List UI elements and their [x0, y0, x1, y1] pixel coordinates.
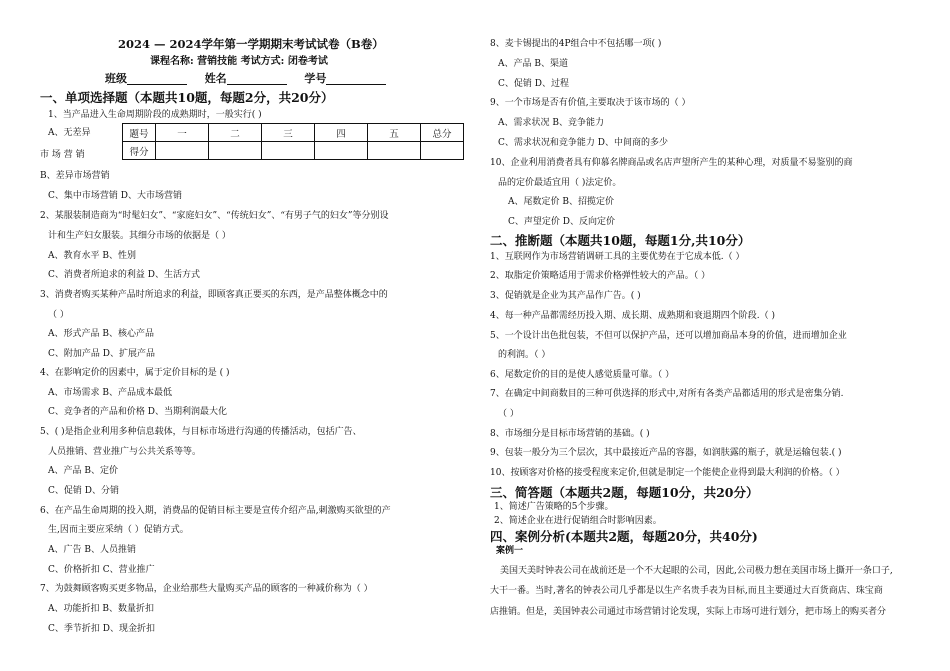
q3-options-cd: C、附加产品 D、扩展产品	[48, 349, 155, 359]
judge-item: 2、取脂定价策略适用于需求价格弹性较大的产品。（ ）	[490, 271, 711, 281]
score-cell: 三	[262, 124, 315, 142]
judge-item: 3、促销就是企业为其产品作广告。( )	[490, 291, 641, 301]
q3-options-ab: A、形式产品 B、核心产品	[48, 329, 154, 339]
q5-line: 5、( )是指企业利用多种信息载体，与目标市场进行沟通的传播活动，包括广告、	[40, 427, 362, 437]
q1-option-b: B、差异市场营销	[40, 171, 110, 181]
q2-options-ab: A、教育水平 B、性别	[48, 251, 136, 261]
score-table-score-row	[123, 142, 464, 160]
judge-item: 9、包装一般分为三个层次，其中最接近产品的容器，如润肤露的瓶子，就是运输包装.( )	[490, 448, 842, 458]
id-blank[interactable]	[326, 73, 386, 85]
name-blank[interactable]	[227, 73, 287, 85]
q6-line-cont: 生,因而主要应采纳（ ）促销方式。	[48, 525, 189, 535]
q3-line: 3、消费者购买某种产品时所追求的利益，即顾客真正要买的东西，是产品整体概念中的	[40, 290, 388, 300]
q1-option-a-cont: 市 场 营 销	[40, 150, 85, 160]
q8-options-cd: C、促销 D、过程	[498, 79, 569, 89]
score-table-header-row	[123, 124, 464, 142]
score-table	[122, 123, 464, 160]
case-paragraph-line: 美国天美时钟表公司在战前还是一个不大起眼的公司，因此,公司极力想在美国市场上撕开一条口子,	[500, 566, 893, 576]
class-label: 班级	[105, 72, 127, 85]
q5-line-cont: 人员推销、营业推广与公共关系等等。	[48, 447, 202, 457]
judge-item: 4、每一种产品都需经历投入期、成长期、成熟期和衰退期四个阶段.（ )	[490, 311, 775, 321]
q8-line: 8、麦卡锡提出的4P组合中不包括哪一项( )	[490, 39, 662, 49]
judge-item-cont: （ ）	[498, 409, 519, 419]
q10-options-cd: C、声望定价 D、反向定价	[508, 217, 615, 227]
score-input-cell[interactable]	[262, 142, 315, 160]
q10-line-cont: 品的定价最适宜用（ )法定价。	[498, 178, 622, 188]
q5-options-cd: C、促销 D、分销	[48, 486, 119, 496]
score-input-cell[interactable]	[209, 142, 262, 160]
short-answer-item: 1、简述广告策略的5个步骤。	[494, 502, 614, 512]
short-answer-item: 2、简述企业在进行促销组合时影响因素。	[494, 516, 662, 526]
judge-item: 6、尾数定价的目的是使人感觉质量可靠。（ ）	[490, 370, 675, 380]
q1-option-a: A、无差异	[48, 128, 91, 138]
section1-heading: 一、单项选择题（本题共10题，每题2分，共20分）	[40, 90, 334, 105]
q6-line: 6、在产品生命周期的投入期，消费品的促销目标主要是宣传介绍产品,刺激购买欲望的产	[40, 506, 391, 516]
q4-options-cd: C、竞争者的产品和价格 D、当期利润最大化	[48, 407, 227, 417]
judge-item: 7、在确定中间商数目的三种可供选择的形式中,对所有各类产品都适用的形式是密集分销.	[490, 389, 844, 399]
score-cell: 四	[315, 124, 368, 142]
q2-options-cd: C、消费者所追求的利益 D、生活方式	[48, 270, 200, 280]
q2-line: 2、某服装制造商为“时髦妇女”、“家庭妇女”、“传统妇女”、“有男子气的妇女”等分别设	[40, 211, 389, 221]
judge-item: 8、市场细分是目标市场营销的基础。( )	[490, 429, 650, 439]
judge-item: 1、互联网作为市场营销调研工具的主要优势在于它成本低.（ ）	[490, 252, 745, 262]
q1-line: 1、当产品进入生命周期阶段的成熟期时，一般实行( )	[48, 110, 262, 120]
name-label: 姓名	[204, 72, 227, 85]
student-info-row	[105, 73, 386, 85]
q1-options-cd: C、集中市场营销 D、大市场营销	[48, 191, 182, 201]
q10-options-ab: A、尾数定价 B、招揽定价	[508, 197, 614, 207]
score-cell: 一	[156, 124, 209, 142]
score-input-cell[interactable]	[368, 142, 421, 160]
judge-item-cont: 的利润。（ ）	[498, 350, 551, 360]
q5-options-ab: A、产品 B、定价	[48, 466, 118, 476]
q8-options-ab: A、产品 B、渠道	[498, 59, 568, 69]
q4-line: 4、在影响定价的因素中，属于定价目标的是 ( )	[40, 368, 230, 378]
case-paragraph-line: 店推销。但是，美国钟表公司通过市场营销讨论发现，实际上市场可进行划分，把市场上的购买者分	[490, 607, 887, 617]
section2-heading: 二、推断题（本题共10题，每题1分,共10分）	[490, 233, 751, 248]
class-blank[interactable]	[127, 73, 187, 85]
q10-line: 10、企业利用消费者具有仰慕名牌商品或名店声望所产生的某种心理，对质量不易鉴别的商	[490, 158, 853, 168]
q2-line-cont: 计和生产妇女服装。其细分市场的依据是（ ）	[48, 231, 231, 241]
exam-title: 2024 — 2024学年第一学期期末考试试卷（B卷）	[118, 37, 384, 51]
case-paragraph-line: 大干一番。当时,著名的钟表公司几乎都是以生产名贵手表为目标,而且主要通过大百货商店、珠宝商	[490, 586, 883, 596]
q4-options-ab: A、市场需求 B、产品成本最低	[48, 388, 172, 398]
q6-options-ab: A、广告 B、人员推销	[48, 545, 136, 555]
q7-line: 7、为鼓舞顾客购买更多物品，企业给那些大量购买产品的顾客的一种减价称为（ ）	[40, 584, 373, 594]
score-input-cell[interactable]	[315, 142, 368, 160]
section4-heading: 四、案例分析(本题共2题，每题20分，共40分)	[490, 529, 758, 544]
score-cell: 总分	[421, 124, 464, 142]
q7-options-cd: C、季节折扣 D、现金折扣	[48, 624, 155, 634]
q3-line-cont: （ ）	[48, 310, 69, 320]
course-info: 课程名称: 营销技能 考试方式: 闭卷考试	[150, 56, 328, 67]
score-input-cell[interactable]	[421, 142, 464, 160]
judge-item: 5、一个设计出色批包装，不但可以保护产品，还可以增加商品本身的价值，进而增加企业	[490, 331, 847, 341]
q9-line: 9、一个市场是否有价值,主要取决于该市场的（ ）	[490, 98, 691, 108]
q9-options-ab: A、需求状况 B、竞争能力	[498, 118, 604, 128]
q7-options-ab: A、功能折扣 B、数量折扣	[48, 604, 154, 614]
section3-heading: 三、简答题（本题共2题，每题10分，共20分）	[490, 485, 759, 500]
score-cell: 五	[368, 124, 421, 142]
id-label: 学号	[304, 72, 327, 85]
score-cell: 二	[209, 124, 262, 142]
case-label: 案例一	[496, 546, 524, 556]
judge-item: 10、按顾客对价格的接受程度来定价,但就是制定一个能使企业得到最大利润的价格。（ ）	[490, 468, 845, 478]
q9-options-cd: C、需求状况和竞争能力 D、中间商的多少	[498, 138, 668, 148]
q6-options-cd: C、价格折扣 C、营业推广	[48, 565, 155, 575]
score-cell: 得分	[123, 142, 156, 160]
score-cell: 题号	[123, 124, 156, 142]
score-input-cell[interactable]	[156, 142, 209, 160]
